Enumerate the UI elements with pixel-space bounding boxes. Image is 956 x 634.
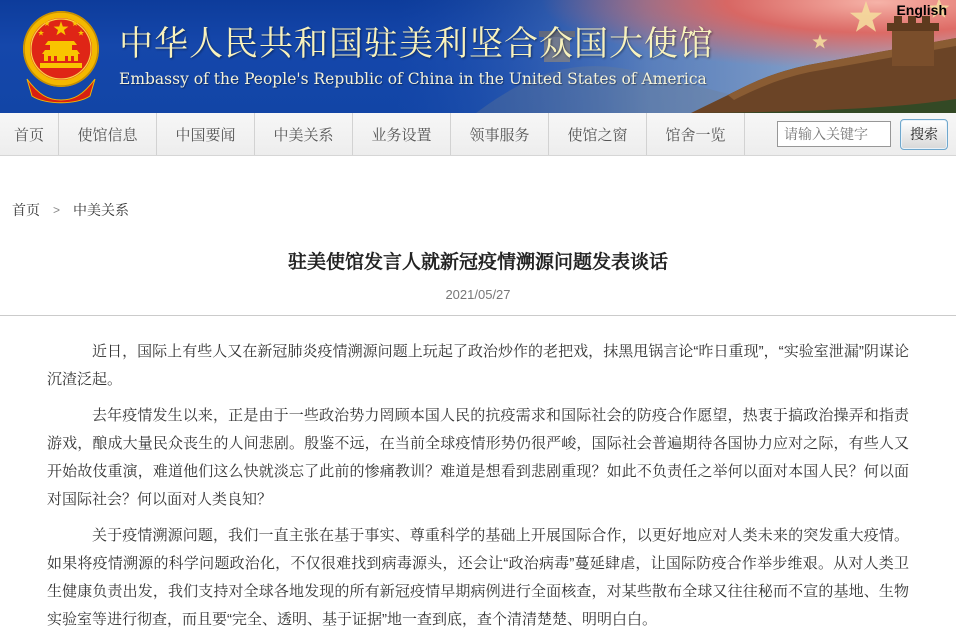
nav-item-china-us-relations[interactable]: 中美关系 xyxy=(255,113,353,155)
search-area xyxy=(745,113,956,155)
site-title-english: Embassy of the People's Republic of China in the United States of America xyxy=(119,69,707,88)
article-paragraph: 去年疫情发生以来，正是由于一些政治势力罔顾本国人民的抗疫需求和国际社会的防疫合作愿望，热衷于搞政治操弄和指责游戏，酿成大量民众丧生的人间悲剧。殷鉴不远，在当前全球疫情形势仍很严峻，国际社会普遍期待各国协力应对之际，有些人又开始故伎重演，难道他们这么快就淡忘了此前的惨痛教训？难道是想看到悲剧重现？如此不负责任之举何以面对本国人民？何以面对国际社会？何以面对人类良知？ xyxy=(47,406,909,508)
breadcrumb-current[interactable]: 中美关系 xyxy=(73,202,130,218)
language-switch-link[interactable]: English xyxy=(896,2,947,18)
breadcrumb-separator-icon: > xyxy=(53,203,61,217)
site-header xyxy=(0,0,956,113)
article xyxy=(0,247,956,634)
nav-item-home[interactable]: 首页 xyxy=(0,113,59,155)
article-paragraph: 近日，国际上有些人又在新冠肺炎疫情溯源问题上玩起了政治炒作的老把戏，抹黑甩锅言论“昨日重现”，“实验室泄漏”阴谋论沉渣泛起。 xyxy=(47,342,909,388)
nav-item-embassy-window[interactable]: 使馆之窗 xyxy=(549,113,647,155)
nav-item-china-news[interactable]: 中国要闻 xyxy=(157,113,255,155)
nav-item-services-setup[interactable]: 业务设置 xyxy=(353,113,451,155)
article-date: 2021/05/27 xyxy=(445,286,511,302)
site-titles xyxy=(119,25,714,87)
nav-item-premises-overview[interactable]: 馆舍一览 xyxy=(647,113,745,155)
article-title: 驻美使馆发言人就新冠疫情溯源问题发表谈话 xyxy=(287,252,668,273)
breadcrumb xyxy=(12,200,956,220)
nav-item-consular-services[interactable]: 领事服务 xyxy=(451,113,549,155)
article-body xyxy=(47,338,909,634)
nav-item-embassy-info[interactable]: 使馆信息 xyxy=(59,113,157,155)
title-divider xyxy=(0,315,956,316)
breadcrumb-home[interactable]: 首页 xyxy=(12,202,40,218)
search-button[interactable]: 搜索 xyxy=(900,119,948,150)
search-input[interactable] xyxy=(777,121,891,147)
site-title-chinese: 中华人民共和国驻美利坚合众国大使馆 xyxy=(119,24,714,65)
article-paragraph: 关于疫情溯源问题，我们一直主张在基于事实、尊重科学的基础上开展国际合作，以更好地应对人类未来的突发重大疫情。如果将疫情溯源的科学问题政治化，不仅很难找到病毒源头，还会让“政治病毒”蔓延肆虐，让国际防疫合作举步维艰。从对人类卫生健康负责出发，我们支持对全球各地发现的所有新冠疫情早期病例进行全面核查，对某些散布全球又往往秘而不宣的基地、生物实验室等进行彻查，而且要“完全、透明、基于证据”地一查到底，查个清清楚楚、明明白白。 xyxy=(47,526,909,628)
national-emblem-logo xyxy=(17,9,105,104)
main-navigation xyxy=(0,113,956,156)
